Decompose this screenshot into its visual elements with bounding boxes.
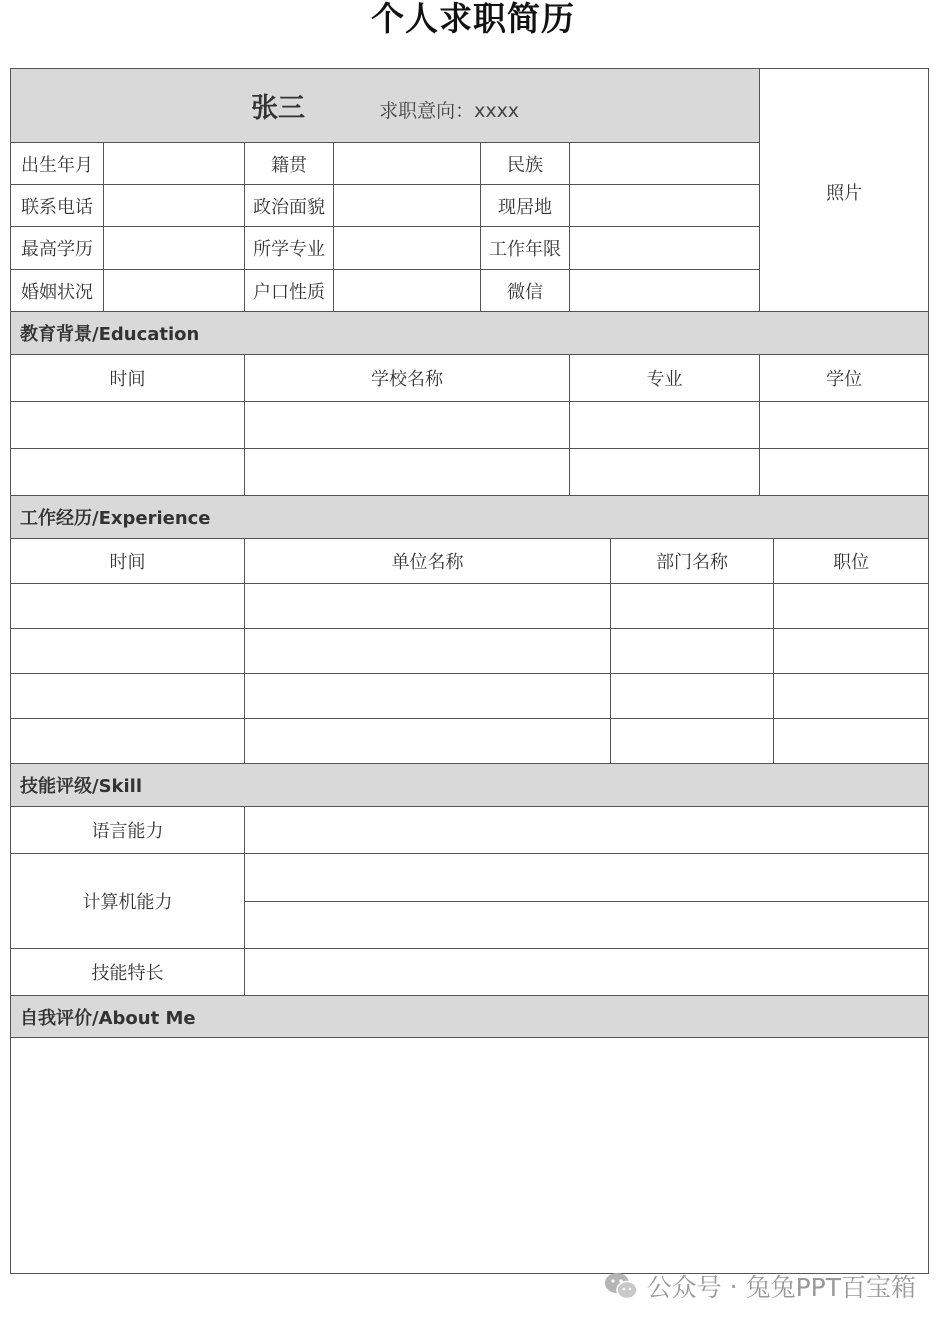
value-phone[interactable] (104, 185, 245, 227)
table-row (11, 629, 929, 674)
label-phone: 联系电话 (11, 185, 104, 227)
table-cell[interactable] (245, 719, 611, 764)
skill-computer-value-1[interactable] (245, 854, 929, 902)
table-cell[interactable] (774, 674, 929, 719)
label-hometown: 籍贯 (245, 143, 334, 185)
table-cell[interactable] (760, 402, 929, 449)
label-wechat: 微信 (481, 270, 570, 312)
edu-col-time: 时间 (11, 355, 245, 402)
label-marital-status: 婚姻状况 (11, 270, 104, 312)
label-major: 所学专业 (245, 227, 334, 270)
exp-col-position: 职位 (774, 539, 929, 584)
exp-col-department: 部门名称 (611, 539, 774, 584)
label-political-status: 政治面貌 (245, 185, 334, 227)
value-major[interactable] (334, 227, 481, 270)
table-cell[interactable] (11, 402, 245, 449)
table-cell[interactable] (245, 674, 611, 719)
value-wechat[interactable] (570, 270, 760, 312)
table-row (11, 402, 929, 449)
table-row (11, 449, 929, 496)
photo-label: 照片 (826, 183, 863, 204)
value-hukou[interactable] (334, 270, 481, 312)
job-intent-label: 求职意向： (379, 100, 475, 122)
exp-col-time: 时间 (11, 539, 245, 584)
photo-box[interactable] (760, 69, 929, 312)
value-birth[interactable] (104, 143, 245, 185)
about-content[interactable] (11, 1038, 929, 1274)
edu-col-degree: 学位 (760, 355, 929, 402)
value-ethnicity[interactable] (570, 143, 760, 185)
value-political-status[interactable] (334, 185, 481, 227)
watermark (603, 1268, 916, 1304)
value-education-level[interactable] (104, 227, 245, 270)
name-header (11, 69, 760, 143)
job-intent-value: xxxx (474, 100, 520, 122)
table-cell[interactable] (11, 719, 245, 764)
candidate-name: 张三 (251, 93, 306, 124)
label-hukou: 户口性质 (245, 270, 334, 312)
separator: · (729, 1271, 738, 1301)
table-cell[interactable] (11, 674, 245, 719)
about-heading: 自我评价/About Me (11, 996, 929, 1038)
skill-language-value[interactable] (245, 807, 929, 854)
wechat-icon (603, 1271, 639, 1301)
label-birth: 出生年月 (11, 143, 104, 185)
table-cell[interactable] (570, 402, 760, 449)
resume-table (10, 68, 929, 1274)
table-cell[interactable] (760, 449, 929, 496)
skill-heading: 技能评级/Skill (11, 764, 929, 807)
value-marital-status[interactable] (104, 270, 245, 312)
exp-col-company: 单位名称 (245, 539, 611, 584)
table-cell[interactable] (245, 449, 570, 496)
edu-col-school: 学校名称 (245, 355, 570, 402)
table-cell[interactable] (774, 629, 929, 674)
table-cell[interactable] (245, 629, 611, 674)
table-cell[interactable] (611, 674, 774, 719)
table-cell[interactable] (11, 584, 245, 629)
value-work-years[interactable] (570, 227, 760, 270)
skill-language-label: 语言能力 (11, 807, 245, 854)
account-label: 公众号 (646, 1273, 722, 1302)
edu-col-major: 专业 (570, 355, 760, 402)
table-cell[interactable] (11, 629, 245, 674)
account-name: 兔兔PPT百宝箱 (745, 1273, 916, 1302)
skill-computer-value-2[interactable] (245, 902, 929, 949)
table-cell[interactable] (570, 449, 760, 496)
table-cell[interactable] (245, 584, 611, 629)
table-cell[interactable] (11, 449, 245, 496)
table-cell[interactable] (245, 402, 570, 449)
label-ethnicity: 民族 (481, 143, 570, 185)
label-work-years: 工作年限 (481, 227, 570, 270)
page-title: 个人求职简历 (371, 0, 575, 38)
table-row (11, 674, 929, 719)
label-residence: 现居地 (481, 185, 570, 227)
table-cell[interactable] (611, 629, 774, 674)
value-residence[interactable] (570, 185, 760, 227)
label-education-level: 最高学历 (11, 227, 104, 270)
table-cell[interactable] (774, 719, 929, 764)
skill-specialty-label: 技能特长 (11, 949, 245, 996)
skill-computer-label: 计算机能力 (11, 854, 245, 949)
table-row (11, 719, 929, 764)
table-cell[interactable] (611, 584, 774, 629)
table-cell[interactable] (611, 719, 774, 764)
skill-specialty-value[interactable] (245, 949, 929, 996)
table-row (11, 584, 929, 629)
value-hometown[interactable] (334, 143, 481, 185)
education-heading: 教育背景/Education (11, 312, 929, 355)
table-cell[interactable] (774, 584, 929, 629)
experience-heading: 工作经历/Experience (11, 496, 929, 539)
